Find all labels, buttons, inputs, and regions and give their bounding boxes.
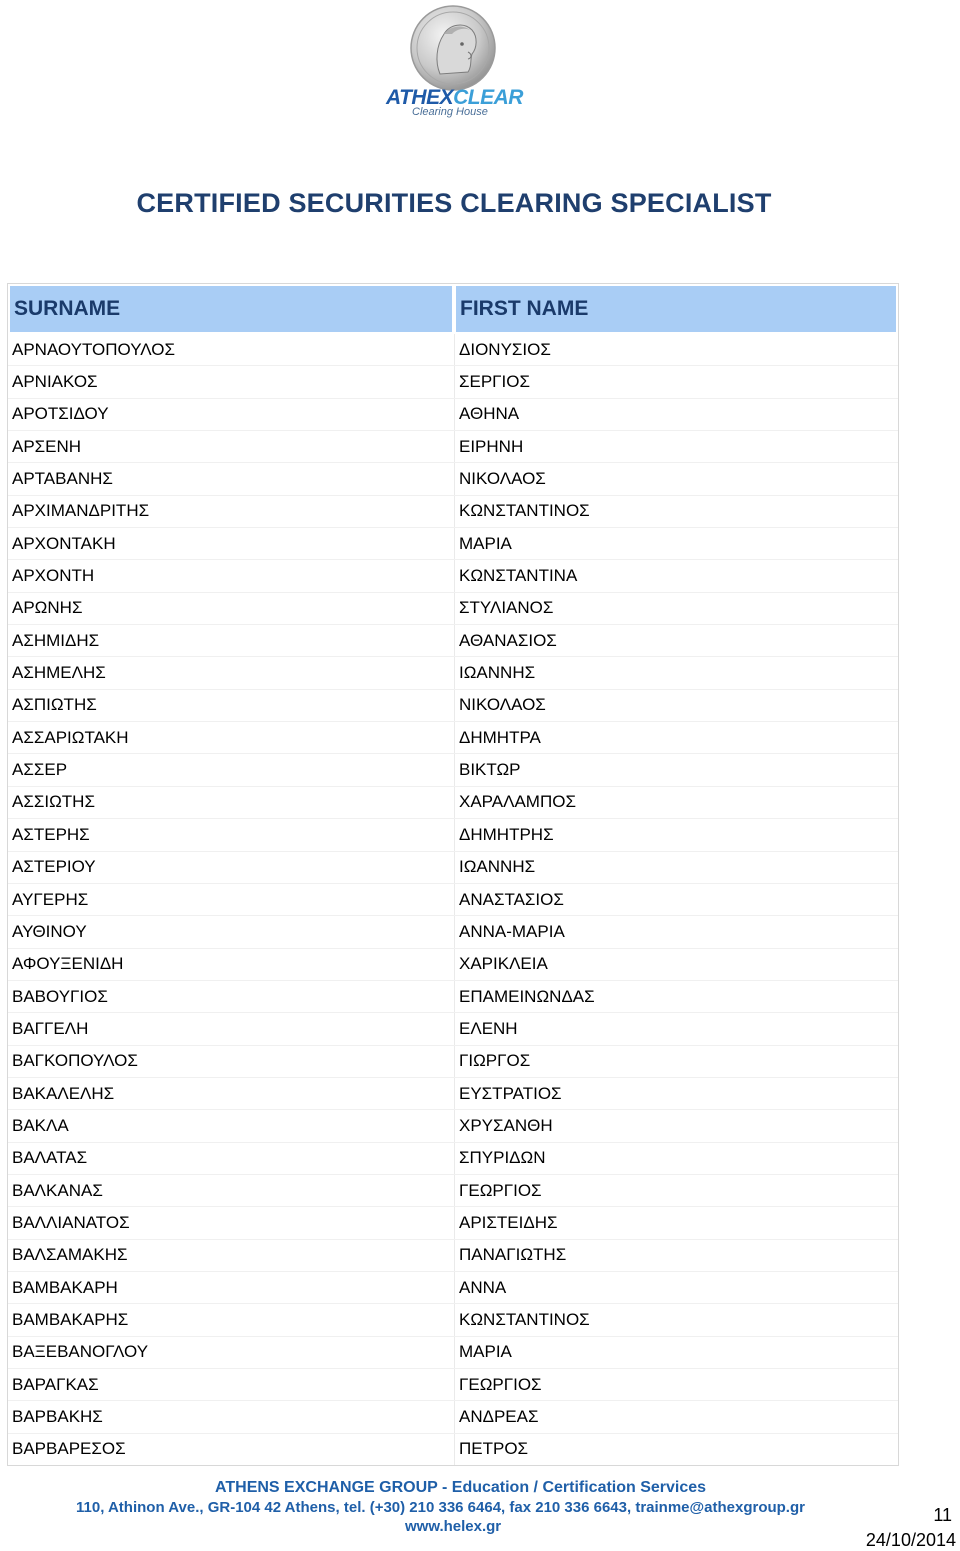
first-name-cell: ΔΗΜΗΤΡΑ [454, 722, 898, 753]
surname-cell: ΑΡΧΟΝΤΗ [12, 566, 95, 586]
table-body [8, 334, 898, 1465]
table-row [8, 1174, 898, 1206]
surname-cell: ΒΑΚΛΑ [12, 1115, 69, 1135]
surname-cell: ΑΡΧΙΜΑΝΔΡΙΤΗΣ [12, 501, 150, 521]
surname-cell: ΒΑΡΑΓΚΑΣ [12, 1374, 99, 1394]
table-row [8, 721, 898, 753]
first-name-cell: ΔΗΜΗΤΡΗΣ [454, 819, 898, 850]
surname-cell: ΒΑΜΒΑΚΑΡΗ [12, 1277, 118, 1297]
first-name-cell: ΑΝΔΡΕΑΣ [454, 1401, 898, 1432]
surname-cell: ΒΑΓΓΕΛΗ [12, 1018, 89, 1038]
surname-cell: ΑΥΘΙΝΟΥ [12, 921, 87, 941]
table-row [8, 1045, 898, 1077]
first-name-cell: ΕΥΣΤΡΑΤΙΟΣ [454, 1078, 898, 1109]
table-row [8, 851, 898, 883]
footer-date: 24/10/2014 [865, 1530, 956, 1550]
first-name-header: FIRST NAME [454, 284, 898, 334]
table-row [8, 883, 898, 915]
first-name-cell: ΣΤΥΛΙΑΝΟΣ [454, 593, 898, 624]
brand-subtitle: Clearing House [412, 106, 488, 118]
surname-cell: ΑΦΟΥΞΕΝΙΔΗ [12, 954, 124, 974]
first-name-cell: ΓΕΩΡΓΙΟΣ [454, 1175, 898, 1206]
first-name-cell: ΙΩΑΝΝΗΣ [454, 852, 898, 883]
table-row [8, 1109, 898, 1141]
table-row [8, 1433, 898, 1465]
table-row [8, 786, 898, 818]
specialist-table [7, 283, 899, 1466]
first-name-cell: ΕΠΑΜΕΙΝΩΝΔΑΣ [454, 981, 898, 1012]
surname-cell: ΒΑΛΑΤΑΣ [12, 1148, 88, 1168]
first-name-cell: ΙΩΑΝΝΗΣ [454, 657, 898, 688]
first-name-cell: ΑΡΙΣΤΕΙΔΗΣ [454, 1207, 898, 1238]
surname-cell: ΑΣΠΙΩΤΗΣ [12, 695, 97, 715]
surname-cell: ΑΡΤΑΒΑΝΗΣ [12, 469, 113, 489]
first-name-cell: ΠΕΤΡΟΣ [454, 1434, 898, 1465]
surname-header: SURNAME [8, 284, 454, 334]
table-row [8, 334, 898, 365]
table-row [8, 462, 898, 494]
first-name-cell: ΕΙΡΗΝΗ [454, 431, 898, 462]
first-name-cell: ΧΑΡΑΛΑΜΠΟΣ [454, 787, 898, 818]
table-row [8, 1271, 898, 1303]
surname-cell: ΑΥΓΕΡΗΣ [12, 889, 89, 909]
first-name-cell: ΑΝΝΑ-ΜΑΡΙΑ [454, 916, 898, 947]
first-name-cell: ΚΩΝΣΤΑΝΤΙΝΟΣ [454, 1304, 898, 1335]
first-name-cell: ΣΠΥΡΙΔΩΝ [454, 1143, 898, 1174]
table-row [8, 430, 898, 462]
surname-cell: ΑΣΣΙΩΤΗΣ [12, 792, 95, 812]
surname-cell: ΑΣΗΜΙΔΗΣ [12, 630, 100, 650]
footer-website: www.helex.gr [405, 1518, 502, 1535]
surname-cell: ΒΑΛΣΑΜΑΚΗΣ [12, 1245, 128, 1265]
first-name-cell: ΔΙΟΝΥΣΙΟΣ [454, 334, 898, 365]
surname-cell: ΑΡΝΑΟΥΤΟΠΟΥΛΟΣ [12, 339, 176, 359]
footer-organization: ATHENS EXCHANGE GROUP - Education / Certification Services [215, 1479, 707, 1496]
surname-cell: ΒΑΜΒΑΚΑΡΗΣ [12, 1309, 129, 1329]
surname-cell: ΑΣΣΑΡΙΩΤΑΚΗ [12, 727, 129, 747]
page-number: 11 [933, 1505, 952, 1525]
table-row [8, 689, 898, 721]
first-name-cell: ΓΕΩΡΓΙΟΣ [454, 1369, 898, 1400]
first-name-cell: ΠΑΝΑΓΙΩΤΗΣ [454, 1240, 898, 1271]
surname-cell: ΒΑΛΛΙΑΝΑΤΟΣ [12, 1212, 130, 1232]
table-row [8, 1400, 898, 1432]
brand-part2: CLEAR [453, 86, 523, 109]
table-row [8, 365, 898, 397]
brand-part1: ATHEX [386, 86, 454, 109]
table-row [8, 592, 898, 624]
table-row [8, 398, 898, 430]
surname-cell: ΑΣΣΕΡ [12, 760, 68, 780]
first-name-cell: ΑΝΝΑ [454, 1272, 898, 1303]
surname-cell: ΑΣΤΕΡΙΟΥ [12, 857, 96, 877]
surname-cell: ΑΡΝΙΑΚΟΣ [12, 372, 98, 392]
first-name-cell: ΚΩΝΣΤΑΝΤΙΝΑ [454, 560, 898, 591]
table-row [8, 948, 898, 980]
surname-cell: ΒΑΓΚΟΠΟΥΛΟΣ [12, 1051, 138, 1071]
first-name-cell: ΒΙΚΤΩΡ [454, 754, 898, 785]
surname-cell: ΑΡΟΤΣΙΔΟΥ [12, 404, 109, 424]
first-name-cell: ΧΑΡΙΚΛΕΙΑ [454, 949, 898, 980]
table-row [8, 1012, 898, 1044]
first-name-cell: ΧΡΥΣΑΝΘΗ [454, 1110, 898, 1141]
first-name-cell: ΑΝΑΣΤΑΣΙΟΣ [454, 884, 898, 915]
table-row [8, 1206, 898, 1238]
table-row [8, 527, 898, 559]
surname-cell: ΑΡΣΕΝΗ [12, 436, 82, 456]
table-row [8, 818, 898, 850]
table-row [8, 1239, 898, 1271]
table-row [8, 1077, 898, 1109]
coin-head-icon [380, 4, 530, 94]
table-row [8, 624, 898, 656]
first-name-cell: ΜΑΡΙΑ [454, 1337, 898, 1368]
table-row [8, 1303, 898, 1335]
first-name-cell: ΣΕΡΓΙΟΣ [454, 366, 898, 397]
table-row [8, 980, 898, 1012]
surname-cell: ΒΑΡΒΑΡΕΣΟΣ [12, 1439, 126, 1459]
first-name-cell: ΝΙΚΟΛΑΟΣ [454, 463, 898, 494]
surname-cell: ΒΑΒΟΥΓΙΟΣ [12, 986, 108, 1006]
first-name-cell: ΝΙΚΟΛΑΟΣ [454, 690, 898, 721]
surname-cell: ΒΑΛΚΑΝΑΣ [12, 1180, 103, 1200]
table-row [8, 1368, 898, 1400]
table-row [8, 559, 898, 591]
surname-cell: ΑΣΤΕΡΗΣ [12, 824, 90, 844]
table-row [8, 495, 898, 527]
surname-cell: ΑΣΗΜΕΛΗΣ [12, 663, 106, 683]
first-name-cell: ΜΑΡΙΑ [454, 528, 898, 559]
table-row [8, 1142, 898, 1174]
table-row [8, 656, 898, 688]
first-name-cell: ΑΘΗΝΑ [454, 399, 898, 430]
first-name-cell: ΕΛΕΝΗ [454, 1013, 898, 1044]
surname-cell: ΒΑΚΑΛΕΛΗΣ [12, 1083, 115, 1103]
table-header-row [8, 284, 898, 334]
surname-cell: ΑΡΧΟΝΤΑΚΗ [12, 533, 116, 553]
footer-address: 110, Athinon Ave., GR-104 42 Athens, tel. (+30) 210 336 6464, fax 210 336 6643, trainme@athexgroup.gr [76, 1499, 805, 1516]
table-row [8, 1336, 898, 1368]
table-row [8, 753, 898, 785]
surname-cell: ΑΡΩΝΗΣ [12, 598, 83, 618]
surname-cell: ΒΑΞΕΒΑΝΟΓΛΟΥ [12, 1342, 149, 1362]
page-title: CERTIFIED SECURITIES CLEARING SPECIALIST [136, 188, 772, 218]
first-name-cell: ΓΙΩΡΓΟΣ [454, 1046, 898, 1077]
first-name-cell: ΑΘΑΝΑΣΙΟΣ [454, 625, 898, 656]
table-row [8, 915, 898, 947]
first-name-cell: ΚΩΝΣΤΑΝΤΙΝΟΣ [454, 496, 898, 527]
surname-cell: ΒΑΡΒΑΚΗΣ [12, 1407, 103, 1427]
